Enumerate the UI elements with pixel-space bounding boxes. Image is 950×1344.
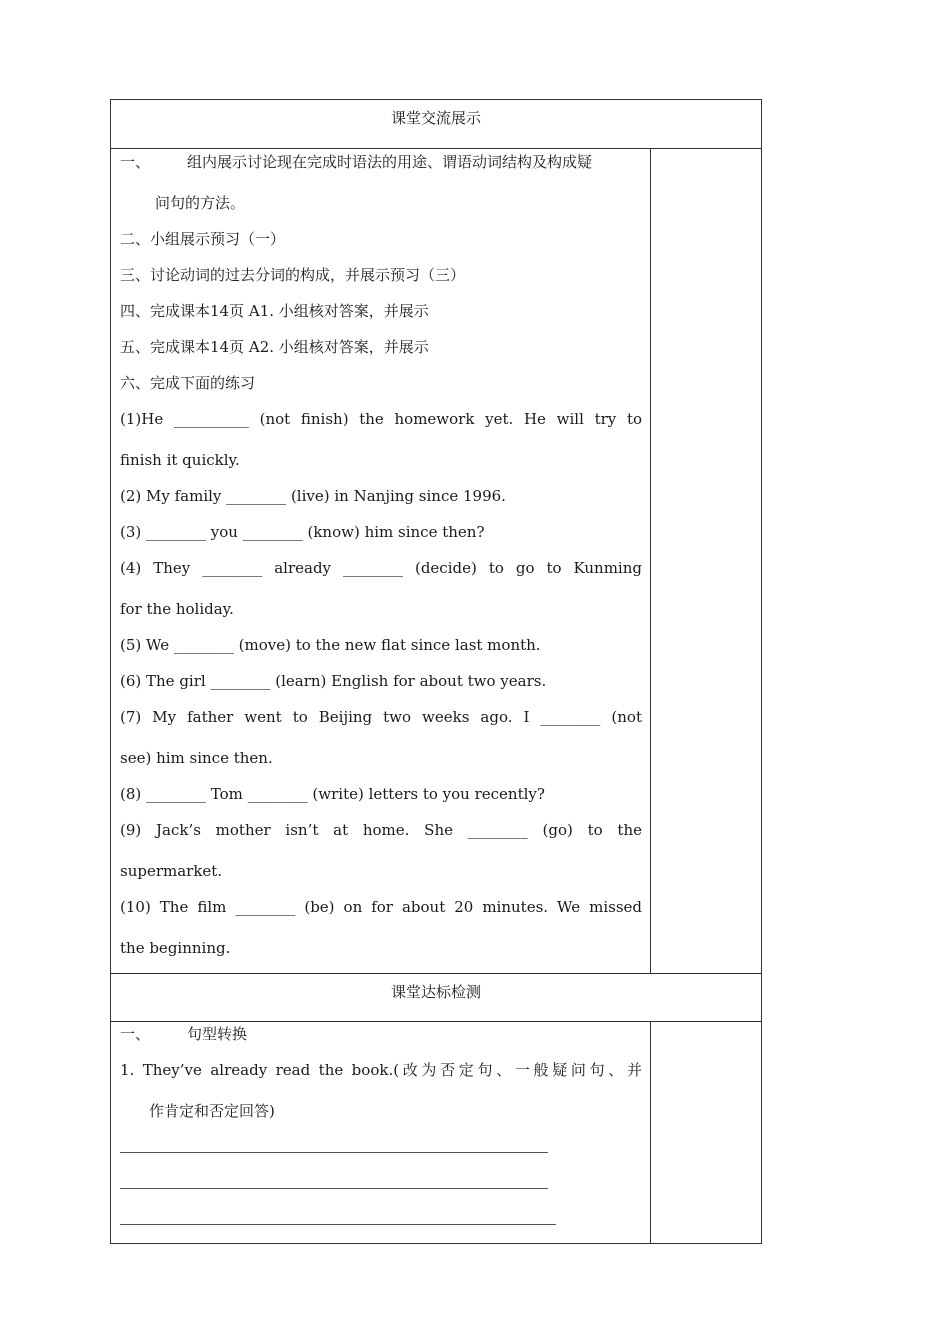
exercise-10: (10) The film ________ (be) on for about 20 minutes. We missed bbox=[120, 898, 642, 916]
column-divider-2 bbox=[650, 1022, 651, 1244]
exercise-8: (8) ________ Tom ________ (write) letters to you recently? bbox=[120, 785, 545, 803]
item-1-continuation: 问句的方法。 bbox=[155, 194, 246, 212]
answer-line-2[interactable] bbox=[120, 1188, 548, 1189]
column-divider bbox=[650, 149, 651, 973]
exercise-4-cont: for the holiday. bbox=[120, 600, 234, 618]
exercise-7: (7) My father went to Beijing two weeks ago. I ________ (not bbox=[120, 708, 642, 726]
item-1-number: 一、 bbox=[120, 153, 151, 171]
section-title-class-exchange: 课堂交流展示 bbox=[111, 100, 761, 149]
test-question-1-cont: 作肯定和否定回答) bbox=[149, 1102, 275, 1120]
exercise-5: (5) We ________ (move) to the new flat since last month. bbox=[120, 636, 541, 654]
exercise-9-cont: supermarket. bbox=[120, 862, 223, 880]
item-6: 六、完成下面的练习 bbox=[120, 374, 256, 392]
exercise-1-cont: finish it quickly. bbox=[120, 451, 240, 469]
item-5: 五、完成课本14页 A2. 小组核对答案，并展示 bbox=[120, 338, 429, 356]
exercise-4: (4) They ________ already ________ (decide) to go to Kunming bbox=[120, 559, 642, 577]
item-4: 四、完成课本14页 A1. 小组核对答案，并展示 bbox=[120, 302, 429, 320]
worksheet-table bbox=[110, 99, 762, 1244]
test-item-1-text: 句型转换 bbox=[187, 1025, 248, 1043]
section-title-class-test: 课堂达标检测 bbox=[111, 973, 761, 1022]
exercise-7-cont: see) him since then. bbox=[120, 749, 273, 767]
exercise-1: (1)He __________ (not finish) the homework yet. He will try to bbox=[120, 410, 642, 428]
answer-line-3[interactable] bbox=[120, 1224, 556, 1225]
exercise-10-cont: the beginning. bbox=[120, 939, 231, 957]
item-3: 三、讨论动词的过去分词的构成，并展示预习（三） bbox=[120, 266, 466, 284]
item-1-text: 组内展示讨论现在完成时语法的用途、谓语动词结构及构成疑 bbox=[187, 153, 593, 171]
item-2: 二、小组展示预习（一） bbox=[120, 230, 286, 248]
test-item-1-number: 一、 bbox=[120, 1025, 151, 1043]
exercise-6: (6) The girl ________ (learn) English for about two years. bbox=[120, 672, 547, 690]
answer-line-1[interactable] bbox=[120, 1152, 548, 1153]
test-question-1: 1. They’ve already read the book.(改为否定句、一般疑问句、并 bbox=[120, 1061, 642, 1079]
exercise-3: (3) ________ you ________ (know) him since then? bbox=[120, 523, 485, 541]
exercise-2: (2) My family ________ (live) in Nanjing since 1996. bbox=[120, 487, 506, 505]
exercise-9: (9) Jack’s mother isn’t at home. She ________ (go) to the bbox=[120, 821, 642, 839]
